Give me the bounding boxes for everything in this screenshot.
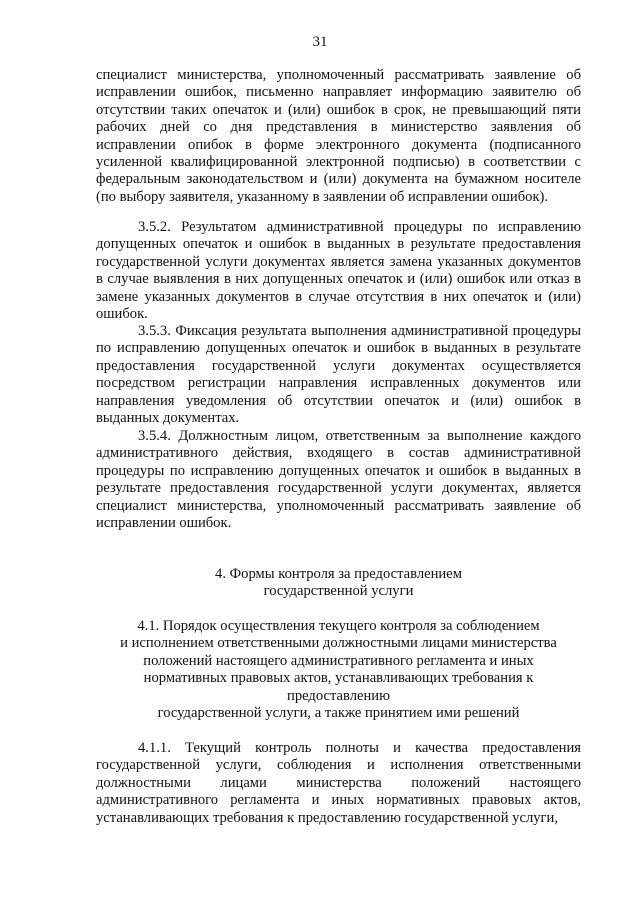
section-4-heading <box>96 566 581 601</box>
section-4-1-heading-line-4: нормативных правовых актов, устанавливающих требования к <box>143 670 534 687</box>
section-4-heading-line-2: государственной услуги <box>263 583 414 600</box>
section-4-1-heading-line-2: и исполнением ответственными должностными лицами министерства <box>120 635 557 652</box>
paragraph-3-5-2: 3.5.2. Результатом административной процедуры по исправлению допущенных опечаток и ошибок в выданных в результате предоставления государственной услуги документах является замена указанных документов в случае выявления в них допущенных опечаток и (или) ошибок или отказ в замене указанных документов в случае отсутствия в них опечаток и (или) ошибок. <box>96 219 581 323</box>
paragraph-3-5-1-continuation: специалист министерства, уполномоченный рассматривать заявление об исправлении ошибок, письменно направляет информацию заявителю об отсутствии таких опечаток и (или) ошибок в срок, не превышающий пяти рабочих дней со дня представления в министерство заявления об исправлении опибок в форме электронного документа (подписанного усиленной квалифицированной электронной подписью) в соответствии с федеральным законодательством и (или) документа на бумажном носителе (по выбору заявителя, указанному в заявлении об исправлении ошибок). <box>96 67 581 205</box>
section-4-1-heading-line-3: положений настоящего административного регламента и иных <box>143 652 534 669</box>
paragraph-3-5-3: 3.5.3. Фиксация результата выполнения административной процедуры по исправлению допущенных опечаток и ошибок в выданных в результате предоставления государственной услуги документах осуществляется посредством регистрации направления исправленных документов или направления уведомления об отсутствии опечаток и (или) ошибок в выданных документах. <box>96 323 581 427</box>
section-4-1-heading-line-1: 4.1. Порядок осуществления текущего контроля за соблюдением <box>137 618 540 634</box>
section-4-1-heading <box>96 618 581 722</box>
page-number: 31 <box>312 34 328 50</box>
paragraph-3-5-4: 3.5.4. Должностным лицом, ответственным за выполнение каждого административного действия, входящего в состав административной процедуры по исправлению допущенных опечаток и ошибок в выданных в результате предоставления государственной услуги документах, является специалист министерства, уполномоченный рассматривать заявление об исправлении ошибок. <box>96 428 581 532</box>
section-4-1-heading-line-5: предоставлению <box>287 687 390 704</box>
paragraph-4-1-1: 4.1.1. Текущий контроль полноты и качества предоставления государственной услуги, соблюдения и исполнения ответственными должностными лицами министерства положений настоящего административного регламента и иных нормативных правовых актов, устанавливающих требования к предоставлению государственной услуги, <box>96 740 581 826</box>
section-4-heading-line-1: 4. Формы контроля за предоставлением <box>215 566 462 582</box>
section-4-1-heading-line-6: государственной услуги, а также принятием ими решений <box>157 705 520 722</box>
